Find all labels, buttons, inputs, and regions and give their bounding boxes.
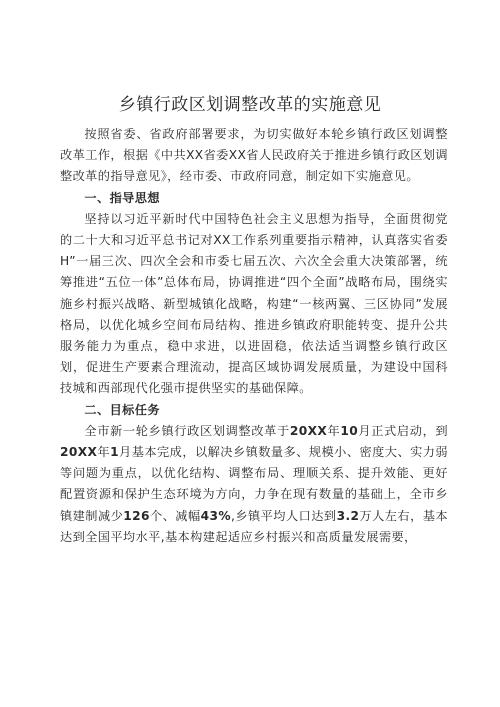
goals-tasks-paragraph xyxy=(60,421,448,548)
end-year: 20XX xyxy=(60,445,98,460)
average-population: 3.2 xyxy=(336,508,360,523)
goals-text-h: 万人左右，基本达到全国平均水平,基本构建起适应乡村振兴和高质量发展需要， xyxy=(60,508,448,544)
start-month: 10 xyxy=(340,423,359,438)
end-month: 1 xyxy=(110,445,119,460)
start-year: 20XX xyxy=(289,423,328,438)
reduction-count: 126 xyxy=(123,508,150,523)
goals-text-a: 全市新一轮乡镇行政区划调整改革于 xyxy=(84,423,290,438)
page-title: 乡镇行政区划调整改革的实施意见 xyxy=(118,95,382,115)
goals-text-b: 年 xyxy=(327,423,341,438)
reduction-rate: 43% xyxy=(200,508,231,523)
goals-text-f: 个、减幅 xyxy=(149,508,201,523)
goals-text-g: ,乡镇平均人口达到 xyxy=(231,508,337,523)
goals-text-d: 年 xyxy=(97,445,111,460)
section-heading-goals-tasks: 二、目标任务 xyxy=(84,402,160,417)
goals-text-c: 月正式启动，到 xyxy=(358,423,449,438)
intro-paragraph: 按照省委、省政府部署要求，为切实做好本轮乡镇行政区划调整改革工作，根据《中共XX省委XX省人民政府关于推进乡镇行政区划调整改革的指导意见》，经市委、市政府同意，制定如下实施意见。 xyxy=(60,127,448,184)
goals-text-e: 月基本完成，以解决乡镇数量多、规模小、密度大、实力弱等问题为重点，以优化结构、调整布局、理顺关系、提升效能、更好配置资源和保护生态环境为方向，力争在现有数量的基础上，全市乡镇建制减少 xyxy=(60,445,448,523)
section-heading-guiding-ideology: 一、指导思想 xyxy=(84,190,160,205)
document-body xyxy=(60,124,448,548)
guiding-ideology-paragraph: 坚持以习近平新时代中国特色社会主义思想为指导，全面贯彻党的二十大和习近平总书记对XX工作系列重要指示精神，认真落实省委H”一届三次、四次全会和市委七届五次、六次全会重大决策部署，统筹推进“五位一体”总体布局，协调推进“四个全面”战略布局，围绕实施乡村振兴战略、新型城镇化战略，构建“一核两翼、三区协同”发展格局，以优化城乡空间布局结构、推进乡镇政府职能转变、提升公共服务能力为重点，稳中求进，以进固稳，依法适当调整乡镇行政区划，促进生产要素合理流动，提高区域协调发展质量，为建设中国科技城和西部现代化强市提供坚实的基础保障。 xyxy=(60,211,448,396)
